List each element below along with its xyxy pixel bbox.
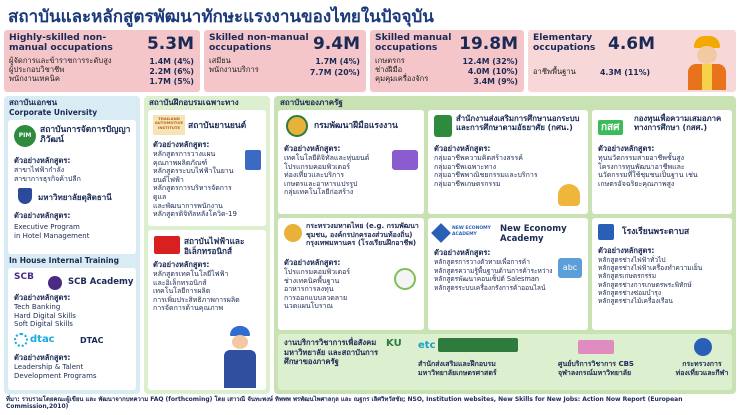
tourism-logo xyxy=(694,338,712,356)
example-label: ตัวอย่างหลักสูตร: xyxy=(14,156,71,165)
page-title: สถาบันและหลักสูตรพัฒนาทักษะแรงงานของไทยในปัจจุบัน xyxy=(8,7,434,27)
school-courses: หลักสูตรช่างไฟฟ้าทั่วไป หลักสูตรช่างไฟฟ้าเครื่องทำความเย็น หลักสูตรเกษตรกรรม หลักสูตรช่างการเกษตรพระพิทักษ์ หลักสูตรช่างซ่อมบำรุง หลักสูตรช่างไม้เครื่องเรือน xyxy=(598,256,703,306)
dusit-courses: Executive Program in Hotel Management xyxy=(14,223,90,240)
nea-card xyxy=(428,218,588,330)
pim-name: สถาบันการจัดการปัญญาภิวัฒน์ xyxy=(40,125,131,145)
school-logo xyxy=(598,224,614,240)
abc-icon: abc xyxy=(558,258,582,278)
etc-logo: etc xyxy=(418,340,436,351)
cbs-logo xyxy=(578,340,614,354)
plant-icon xyxy=(558,184,580,206)
occupation-job: เสมียน xyxy=(209,56,231,65)
occupation-figure: 1.7M (4%) xyxy=(315,57,360,66)
occupation-box-highly-skilled xyxy=(4,30,200,92)
gsnt-name: กองทุนเพื่อความเสมอภาคทางการศึกษา (กสศ.) xyxy=(634,114,722,132)
occupation-figure: 4.0M (10%) xyxy=(467,67,518,76)
occupation-job: ช่างฝีมือ xyxy=(375,65,403,74)
example-label: ตัวอย่างหลักสูตร: xyxy=(434,144,491,153)
moi-courses: โปรแกรมคอมพิวเตอร์ ช่างเทคนิคพื้นฐาน อาหารการลงทุน การออกแบบลวดลาย นวดแผนโบราณ xyxy=(284,268,351,311)
occupation-job: คุมคุมเครื่องจักร xyxy=(375,74,429,83)
ovec-card xyxy=(428,110,588,214)
occupation-figure: 1.7M (5%) xyxy=(149,77,194,86)
dtac-icon xyxy=(14,333,28,347)
worker-illustration xyxy=(682,32,732,90)
occupation-name: Elementary occupations xyxy=(533,32,596,53)
etc-name: สำนักส่งเสริมและฝึกอบรม มหาวิทยาลัยเกษตรศาสตร์ xyxy=(418,360,497,377)
laptop-icon xyxy=(392,150,418,170)
eei-courses: หลักสูตรเทคโนโลยีไฟฟ้า และอิเล็กทรอนิกส์ เทคโนโลยีการผลิต การเพิ่มประสิทธิภาพการผลิต การจัดการด้านคุณภาพ xyxy=(153,270,240,313)
food-plate-icon xyxy=(394,268,416,290)
occupation-total: 19.8M xyxy=(459,34,518,54)
ku-name: งานบริการวิชาการเพื่อสังคม มหาวิทยาลัย และสถาบันการ ศึกษาของภาครัฐ xyxy=(284,338,379,366)
occupation-name: Highly-skilled non-manual occupations xyxy=(9,32,113,53)
automotive-logo: THAILAND AUTOMOTIVE INSTITUTE xyxy=(153,115,185,135)
occupation-total: 5.3M xyxy=(146,34,194,54)
source-note: ที่มา: รวบรวมโดยคณะผู้เขียน และ พัฒนาจากบทความ FAQ (forthcoming) โดย เสาวณี จันทะพงษ์ ทิพพพ พรพัฒนไพศาลกุล และ ณฐกร เลิศวิทวัสชัย; NSO, Institution websites, New Skills for New Jobs: Action Now Report (European Commission,2010) xyxy=(6,396,683,410)
example-label: ตัวอย่างหลักสูตร: xyxy=(434,248,491,257)
ovec-logo xyxy=(434,115,452,137)
occupation-figure: 3.4M (9%) xyxy=(473,77,518,86)
automotive-name: สถาบันยานยนต์ xyxy=(188,121,247,131)
school-card xyxy=(592,218,732,330)
ovec-courses: กลุ่มอาชีพความคิดสร้างสรรค์ กลุ่มอาชีพเฉพาะทาง กลุ่มอาชีพพาณิชยกรรมและบริการ กลุ่มอาชีพเกษตรกรรม xyxy=(434,154,538,188)
example-label: ตัวอย่างหลักสูตร: xyxy=(14,353,71,362)
nea-courses: หลักสูตรการวางตัวทายเพื่อการค้า หลักสูตรความรู้พื้นฐานด้านการค้าระหว่าง หลักสูตรพัฒนาคอนเซ็ปต์ Salesman หลักสูตรระบบเครื่องกรังการค้าออนไลน์ xyxy=(434,258,553,292)
automotive-card xyxy=(148,110,266,226)
corporate-university-header: Corporate University xyxy=(9,108,98,117)
nea-name: New Economy Academy xyxy=(500,224,567,244)
pim-logo: PIM xyxy=(14,125,36,147)
moi-name: กระทรวงมหาดไทย (e.g. กรมพัฒนาชุมชน, องค์กรปกครองส่วนท้องถิ่น) กรุงเทพมหานคร (โรงเรียนฝึกอาชีพ) xyxy=(306,222,419,247)
occupation-figure: 7.7M (20%) xyxy=(309,68,360,77)
scb-logo: SCB xyxy=(14,272,34,282)
dusit-logo xyxy=(18,188,32,204)
occupation-name: Skilled non-manual occupations xyxy=(209,32,309,53)
private-header: สถาบันเอกชน xyxy=(9,98,58,107)
public-header: สถาบันของภาครัฐ xyxy=(280,98,343,107)
ev-charger-icon xyxy=(245,150,261,170)
occupation-box-elementary xyxy=(528,30,736,92)
inhouse-header: In House Internal Training xyxy=(9,256,119,265)
gsnt-logo: กสศ xyxy=(598,120,623,135)
school-name: โรงเรียนพระดาบส xyxy=(622,227,690,237)
occupation-figure: 12.4M (32%) xyxy=(462,57,518,66)
occupation-job: ผู้จัดการและข้าราชการระดับสูง xyxy=(9,56,112,65)
occupation-total: 9.4M xyxy=(312,34,360,54)
scb-courses: Tech Banking Hard Digital Skills Soft Digital Skills xyxy=(14,303,76,329)
cbs-name: ศูนย์บริการวิชาการ CBS จุฬาลงกรณ์มหาวิทยาลัย xyxy=(558,360,634,377)
nea-logo: NEW ECONOMY ACADEMY xyxy=(452,226,491,237)
tourism-name: กระทรวงการ ท่องเที่ยวและกีฬา xyxy=(675,360,729,377)
occupation-figure: 4.3M (11%) xyxy=(600,68,651,77)
ovec-name: สำนักงานส่งเสริมการศึกษานอกระบบและการศึกษาตามอัธยาศัย (กศน.) xyxy=(456,114,580,132)
technician-illustration xyxy=(220,326,260,388)
dtac-courses: Leadership & Talent Development Programs xyxy=(14,363,97,380)
university-services-strip xyxy=(278,334,732,390)
ku-logo: KU xyxy=(386,338,402,349)
pim-courses: สาขาไฟฟ้ากำลัง สาขาการธุรกิจค้าปลีก xyxy=(14,166,81,183)
occupation-name: Skilled manual occupations xyxy=(375,32,452,53)
occupation-job: พนักงานบริการ xyxy=(209,65,259,74)
occupation-total: 4.6M xyxy=(608,34,656,54)
example-label: ตัวอย่างหลักสูตร: xyxy=(153,140,210,149)
corporate-university-card xyxy=(8,120,136,254)
etc-banner xyxy=(438,338,518,352)
occupation-job: อาชีพพื้นฐาน xyxy=(533,67,576,76)
private-panel xyxy=(4,96,140,394)
occupation-job: พนักงานเทคนิค xyxy=(9,74,60,83)
example-label: ตัวอย่างหลักสูตร: xyxy=(598,246,655,255)
inhouse-card xyxy=(8,268,136,390)
automotive-courses: หลักสูตรการวางแผน คุณภาพผลิตภัณฑ์ หลักสูตรระบบไฟฟ้าในยานยนต์ไฟฟ้า หลักสูตรการบริหารจัดการดูแล และพัฒนาการพนักงาน หลักสูตรดิจิทัลหลังโควิด-19 xyxy=(153,150,237,219)
moi-card xyxy=(278,218,424,330)
dusit-name: มหาวิทยาลัยดุสิตธานี xyxy=(38,193,112,202)
occupation-figure: 1.4M (4%) xyxy=(149,57,194,66)
moi-logo xyxy=(284,224,302,242)
dsd-logo xyxy=(286,115,308,137)
specific-panel xyxy=(144,96,270,394)
example-label: ตัวอย่างหลักสูตร: xyxy=(14,211,71,220)
eei-name: สถาบันไฟฟ้าและอิเล็กทรอนิกส์ xyxy=(184,236,245,256)
scb-name: SCB Academy xyxy=(68,277,134,287)
gsnt-card xyxy=(592,110,732,214)
dsd-courses: เทคโนโลยีดิจิทัลและหุ่นยนต์ โปรแกรมคอมพิวเตอร์ ท่องเที่ยวและบริการ เกษตรและอาหารแปรรูป กลุ่มเทคโนโลยีก่อสร้าง xyxy=(284,154,370,197)
eei-logo xyxy=(154,236,180,254)
public-panel xyxy=(274,96,736,394)
occupation-box-skilled-non-manual xyxy=(204,30,366,92)
occupation-box-skilled-manual xyxy=(370,30,524,92)
example-label: ตัวอย่างหลักสูตร: xyxy=(284,144,341,153)
dtac-name: DTAC xyxy=(80,336,104,345)
nea-icon xyxy=(431,223,451,243)
occupation-job: ผู้ประกอบวิชาชีพ xyxy=(9,65,65,74)
eei-card xyxy=(148,230,266,390)
example-label: ตัวอย่างหลักสูตร: xyxy=(153,260,210,269)
dsd-card xyxy=(278,110,424,214)
example-label: ตัวอย่างหลักสูตร: xyxy=(284,258,341,267)
scb-icon xyxy=(48,276,62,290)
example-label: ตัวอย่างหลักสูตร: xyxy=(14,293,71,302)
gsnt-courses: ทุนนวัตกรรมสายอาชีพชั้นสูง โครงการทุนพัฒนาอาชีพและ นวัตกรรมที่ใช้ชุมชนเป็นฐาน เช่น เกษตรอัจฉริยะคุณภาพสูง xyxy=(598,154,698,188)
specific-header: สถาบันฝึกอบรมเฉพาะทาง xyxy=(149,98,239,107)
occupation-job: เกษตรกร xyxy=(375,56,405,65)
dtac-logo: dtac xyxy=(30,334,55,345)
example-label: ตัวอย่างหลักสูตร: xyxy=(598,144,655,153)
dsd-name: กรมพัฒนาฝีมือแรงงาน xyxy=(314,121,398,131)
occupation-figure: 2.2M (6%) xyxy=(149,67,194,76)
